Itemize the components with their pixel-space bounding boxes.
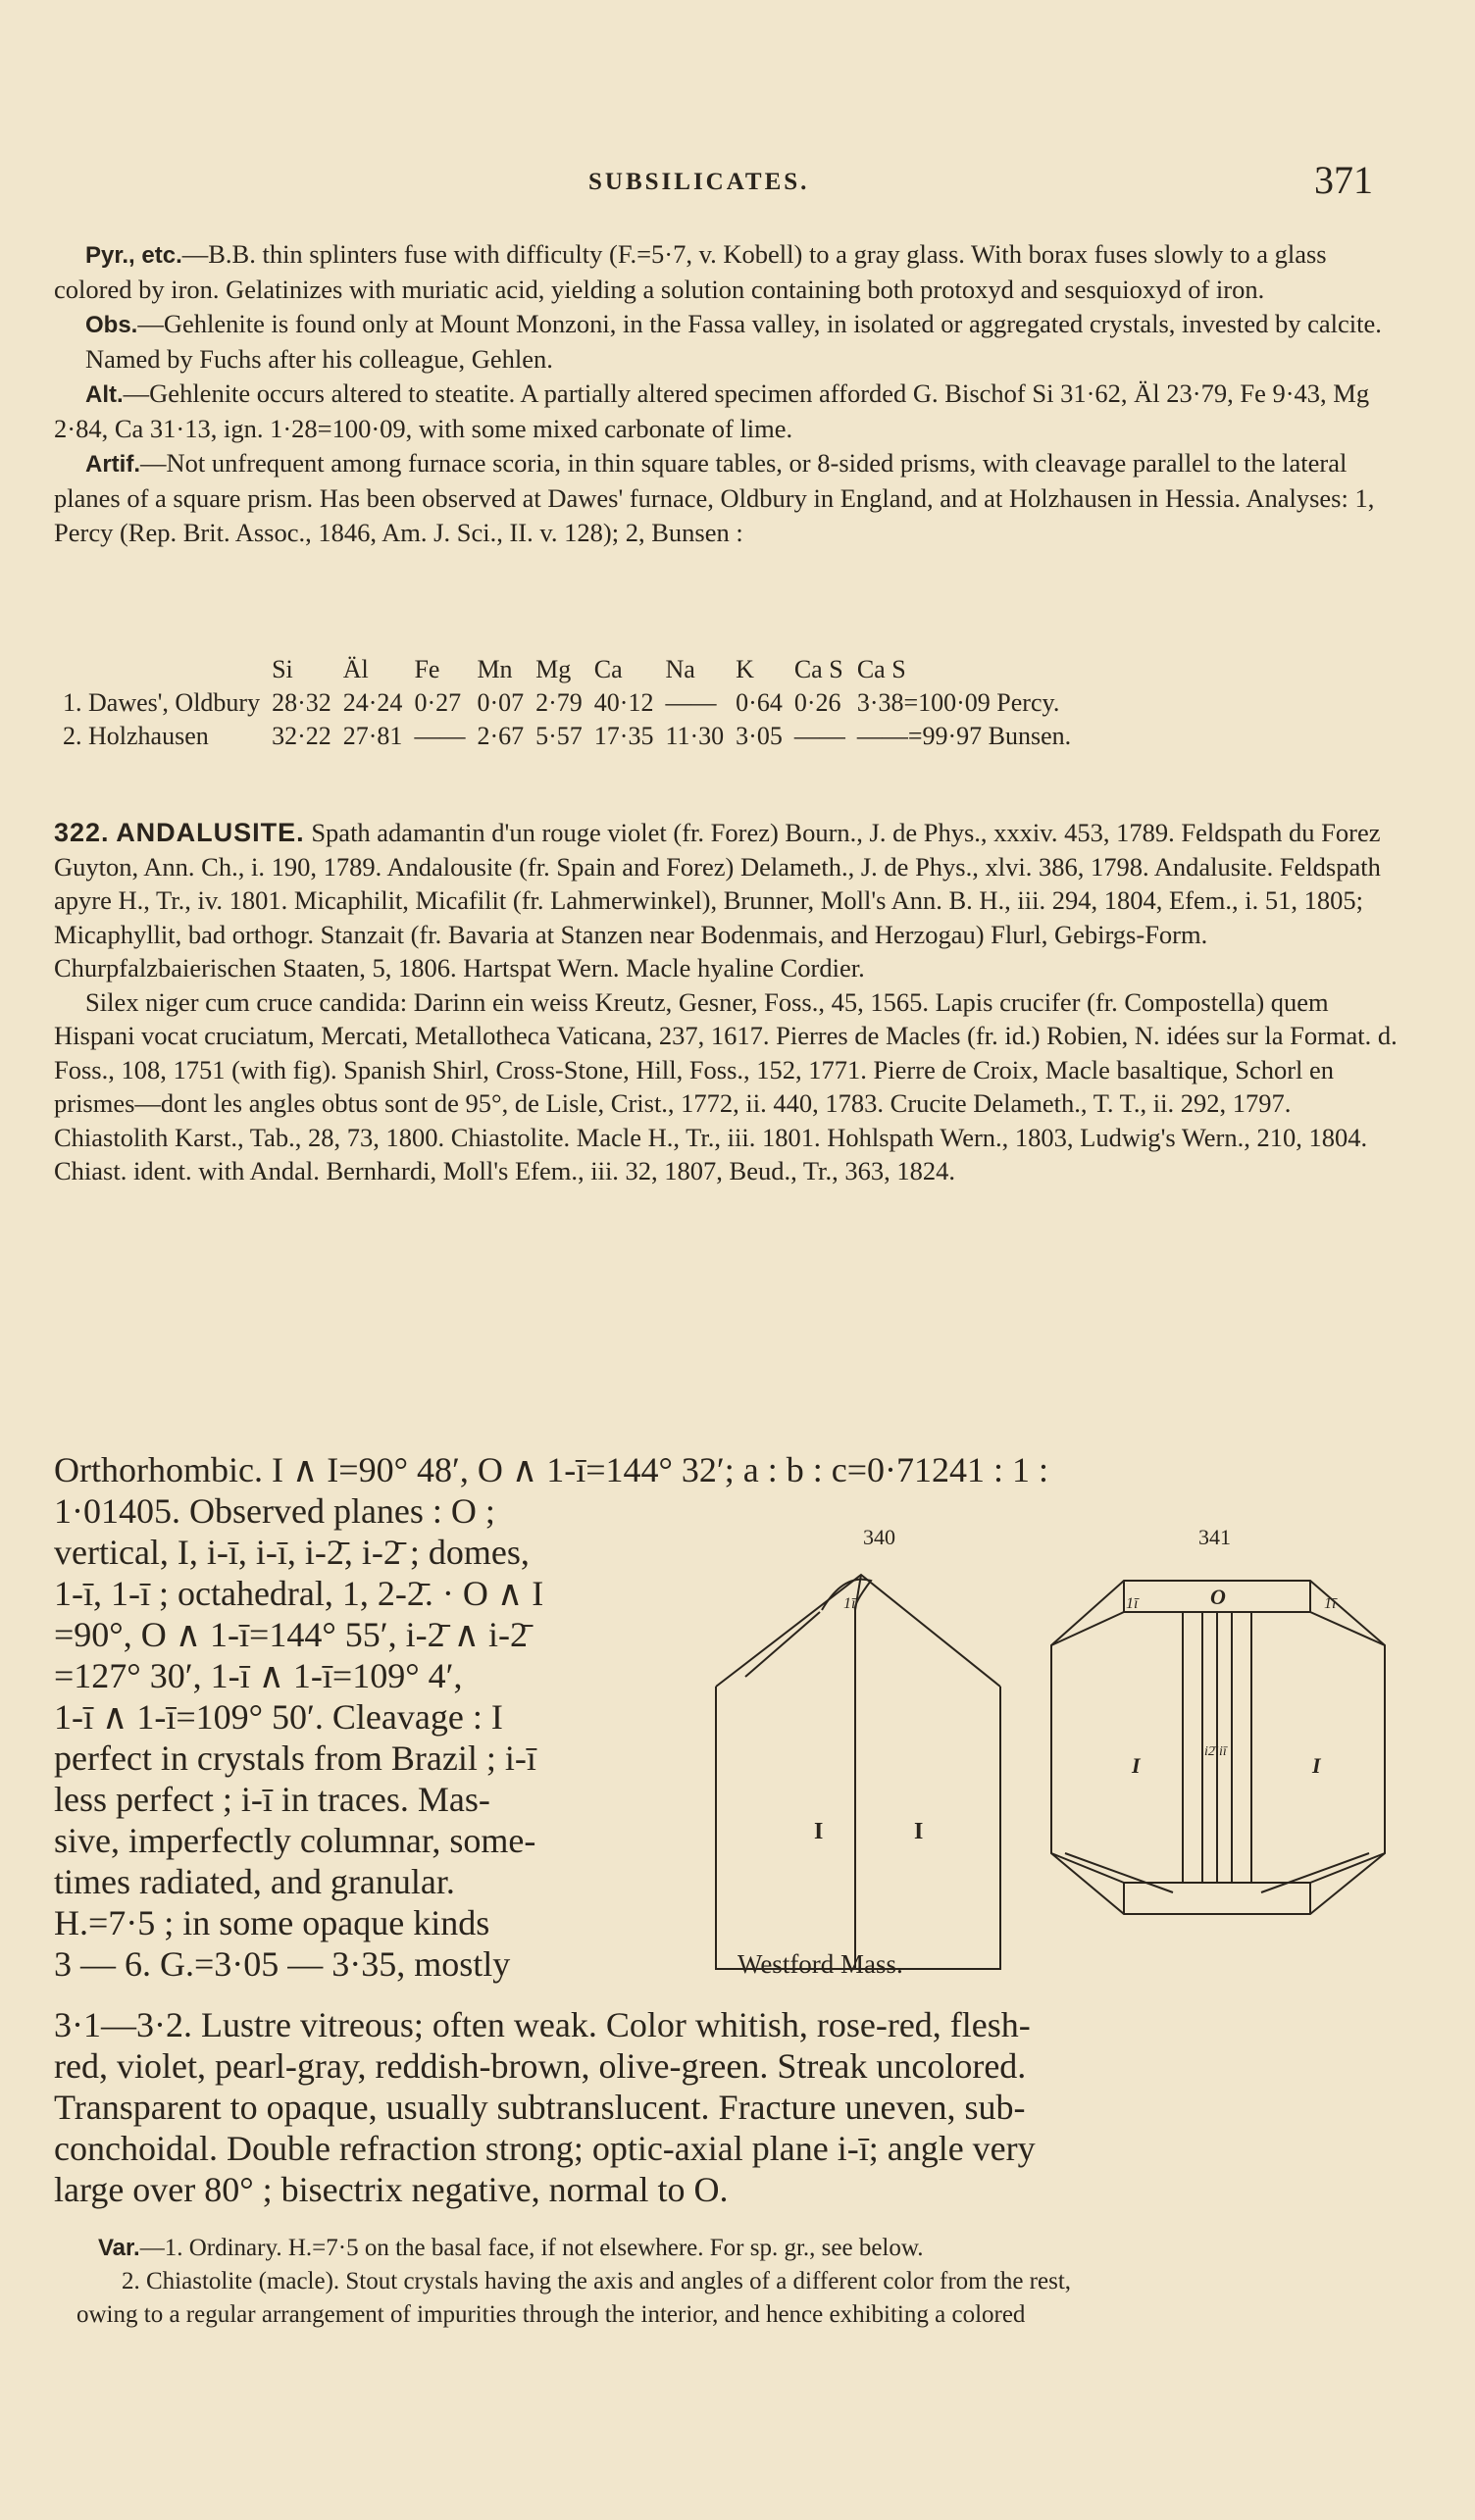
desc-line: sive, imperfectly columnar, some- (54, 1821, 536, 1860)
face-label-1i: 1ī (1126, 1595, 1139, 1612)
analysis-value: 17·35 (593, 722, 654, 750)
obs-text: —Gehlenite is found only at Mount Monzoni, in the Fassa valley, in isolated or aggregated crystals, invested by calcite. (137, 309, 1382, 338)
pyr-text: —B.B. thin splinters fuse with difficulty (F.=5·7, v. Kobell) to a gray glass. With borax fuses slowly to a glass colored by iron. Gelatinizes with muriatic acid, yielding a solution containing both protoxyd and sesquioxyd of iron. (54, 239, 1327, 304)
varieties-block (76, 2232, 1412, 2332)
andalusite-synonymy (54, 816, 1407, 1188)
desc-line: times radiated, and granular. (54, 1862, 455, 1901)
face-label-O: O (1210, 1585, 1226, 1609)
lower-face-line (1065, 1853, 1173, 1892)
analyses-corner (57, 653, 266, 686)
variety-2: 2. Chiastolite (macle). Stout crystals having the axis and angles of a different color from the rest, (122, 2268, 1072, 2294)
alt-paragraph (54, 377, 1407, 446)
desc-line: =90°, O ∧ 1-ī=144° 55′, i-2̄ ∧ i-2̄ (54, 1615, 528, 1654)
description-full-width (54, 2004, 1427, 2210)
analyses-table (57, 653, 1077, 753)
analysis-value: 11·30 (665, 722, 725, 750)
alt-label: Alt. (85, 381, 124, 408)
col-header: Fe (414, 655, 440, 683)
var-label: Var. (98, 2235, 140, 2261)
col-header: Ca S (793, 655, 843, 683)
analysis-value: 0·64 (736, 688, 783, 717)
analysis-value: 2·79 (535, 688, 583, 717)
analysis-value: 40·12 (593, 688, 654, 717)
analysis-value: 2·67 (477, 722, 525, 750)
analysis-value: 24·24 (342, 688, 403, 717)
face-label-1i: 1ī (1324, 1595, 1337, 1612)
figure-341-number: 341 (1198, 1525, 1231, 1549)
col-header: Mn (477, 655, 513, 683)
lower-face-line (1261, 1853, 1369, 1892)
species-number: 322. (54, 818, 110, 847)
desc-tail-line: red, violet, pearl-gray, reddish-brown, olive-green. Streak uncolored. (54, 2046, 1027, 2086)
col-header: K (736, 655, 754, 683)
obs-label: Obs. (85, 312, 138, 338)
face-label-I: I (814, 1819, 824, 1844)
variety-2-cont: owing to a regular arrangement of impurities through the interior, and hence exhibiting a colored (76, 2301, 1026, 2328)
desc-line: 1-ī ∧ 1-ī=109° 50′. Cleavage : I (54, 1697, 503, 1737)
synonymy-1: Spath adamantin d'un rouge violet (fr. Forez) Bourn., J. de Phys., xxxiv. 453, 1789. Feldspath du Forez Guyton, Ann. Ch., i. 190, 1789. Andalousite (fr. Spain and Forez) Delameth., J. de Phys., xlvi. 386, 1798. Andalusite. Feldspath apyre H., Tr., iv. 1801. Micaphilit, Micafilit (fr. Lahmerwinkel), Brunner, Moll's Ann. B. H., iii. 294, 1804, Efem., i. 51, 1805; Micaphyllit, bad orthogr. Stanzait (fr. Bavaria at Stanzen near Bodenmais, and Herzogau) Flurl, Gebirgs-Form. Churpfalzbaierischen Staaten, 5, 1806. Hartspat Wern. Macle hyaline Cordier. (54, 818, 1381, 983)
alt-text: —Gehlenite occurs altered to steatite. A partially altered specimen afforded G. Bischof Si 31·62, Äl 23·79, Fe 9·43, Mg 2·84, Ca 31·13, ign. 1·28=100·09, with some mixed carbonate of lime. (54, 378, 1370, 443)
desc-line: vertical, I, i-ī, i-ī, i-2̄, i-2̄ ; domes, (54, 1533, 530, 1572)
obs-paragraph (54, 307, 1407, 342)
variety-1-text: —1. Ordinary. H.=7·5 on the basal face, if not elsewhere. For sp. gr., see below. (139, 2235, 924, 2261)
desc-line: =127° 30′, 1-ī ∧ 1-ī=109° 4′, (54, 1656, 463, 1695)
col-header: Si (272, 655, 293, 683)
desc-tail-line: large over 80° ; bisectrix negative, normal to O. (54, 2170, 729, 2209)
analysis-row (57, 686, 1077, 720)
col-header: Na (665, 655, 695, 683)
analysis-value: —— (414, 722, 466, 750)
face-label-I: I (1132, 1753, 1141, 1778)
analysis-value: ——=99·97 Bunsen. (856, 722, 1072, 750)
analyses-header-row (57, 653, 1077, 686)
col-header: Ca (593, 655, 623, 683)
gehlenite-notes (54, 237, 1407, 550)
desc-line: less perfect ; i-ī in traces. Mas- (54, 1780, 490, 1819)
desc-line: H.=7·5 ; in some opaque kinds (54, 1903, 490, 1942)
analysis-value: 5·57 (535, 722, 583, 750)
figure-340-crystal (706, 1559, 1020, 1971)
dome-edge-left (745, 1612, 820, 1677)
analysis-value: 0·07 (477, 688, 525, 717)
desc-tail-line: Transparent to opaque, usually subtranslucent. Fracture uneven, sub- (54, 2088, 1026, 2127)
analysis-label: 1. Dawes', Oldbury (63, 688, 261, 717)
desc-tail-line: 3·1—3·2. Lustre vitreous; often weak. Color whitish, rose-red, flesh- (54, 2005, 1031, 2044)
face-label-I: I (1312, 1753, 1321, 1778)
desc-tail-line: conchoidal. Double refraction strong; optic-axial plane i-ī; angle very (54, 2129, 1036, 2168)
col-header: Mg (535, 655, 572, 683)
analysis-value: 3·05 (736, 722, 783, 750)
running-head: SUBSILICATES. (588, 169, 810, 195)
face-label-ii: iī (1219, 1744, 1227, 1759)
andalusite-heading-paragraph (54, 816, 1407, 985)
figure-341-crystal (1045, 1559, 1399, 1932)
figure-caption: Westford Mass. (738, 1949, 903, 1979)
desc-line: 1·01405. Observed planes : O ; (54, 1491, 495, 1531)
desc-line: 1-ī, 1-ī ; octahedral, 1, 2-2̄. · O ∧ I (54, 1574, 544, 1613)
desc-line: perfect in crystals from Brazil ; i-ī (54, 1739, 536, 1778)
analysis-value: 0·27 (414, 688, 462, 717)
description-first-line: Orthorhombic. I ∧ I=90° 48′, O ∧ 1-ī=144° 32′; a : b : c=0·71241 : 1 : (54, 1450, 1049, 1489)
synonymy-paragraph-2: Silex niger cum cruce candida: Darinn ein weiss Kreutz, Gesner, Foss., 45, 1565. Lapis crucifer (fr. Compostella) quem Hispani vocat cruciatum, Mercati, Metallotheca Vaticana, 237, 1617. Pierres de Macles (fr. id.) Robien, N. idées sur la Format. d. Foss., 108, 1751 (with fig). Spanish Shirl, Cross-Stone, Hill, Foss., 152, 1771. Pierre de Croix, Macle basaltique, Schorl en prismes—dont les angles obtus sont de 95°, de Lisle, Crist., 1772, ii. 440, 1783. Crucite Delameth., T. T., ii. 292, 1797. Chiastolith Karst., Tab., 28, 73, 1800. Chiastolite. Macle H., Tr., iii. 1801. Hohlspath Wern., 1803, Ludwig's Wern., 210, 1804. Chiast. ident. with Andal. Bernhardi, Moll's Efem., iii. 32, 1807, Beud., Tr., 363, 1824. (54, 986, 1398, 1185)
analysis-value: 32·22 (272, 722, 331, 750)
pyrognostics-paragraph (54, 237, 1407, 307)
variety-1 (98, 2232, 1412, 2265)
description-narrow-column (54, 1490, 682, 1985)
analysis-value: 0·26 (793, 688, 841, 717)
col-header: Ca S (856, 655, 906, 683)
col-header: Äl (342, 655, 369, 683)
analysis-label: 2. Holzhausen (63, 722, 209, 750)
face-label-i2: i2̄ (1204, 1744, 1215, 1759)
figure-340-number: 340 (863, 1525, 895, 1549)
prism-outline (716, 1687, 1000, 1969)
desc-line: 3 — 6. G.=3·05 — 3·35, mostly (54, 1944, 511, 1984)
artif-label: Artif. (85, 451, 140, 478)
pyr-label: Pyr., etc. (85, 242, 182, 269)
analysis-value: 3·38=100·09 Percy. (856, 688, 1060, 717)
artif-text: —Not unfrequent among furnace scoria, in thin square tables, or 8-sided prisms, with cleavage parallel to the lateral planes of a square prism. Has been observed at Dawes' furnace, Oldbury in England, and at Holzhausen in Hessia. Analyses: 1, Percy (Rep. Brit. Assoc., 1846, Am. J. Sci., II. v. 128); 2, Bunsen : (54, 448, 1375, 547)
face-label-1i: 1ī (843, 1595, 856, 1612)
page-number: 371 (1314, 158, 1373, 202)
analysis-value: 28·32 (272, 688, 331, 717)
analysis-value: —— (665, 688, 717, 717)
analysis-value: —— (793, 722, 845, 750)
analysis-value: 27·81 (342, 722, 403, 750)
artif-paragraph (54, 446, 1407, 550)
species-title: ANDALUSITE. (116, 818, 305, 847)
face-label-I: I (914, 1819, 924, 1844)
named-paragraph: Named by Fuchs after his colleague, Gehlen. (85, 344, 553, 374)
analysis-row (57, 720, 1077, 753)
